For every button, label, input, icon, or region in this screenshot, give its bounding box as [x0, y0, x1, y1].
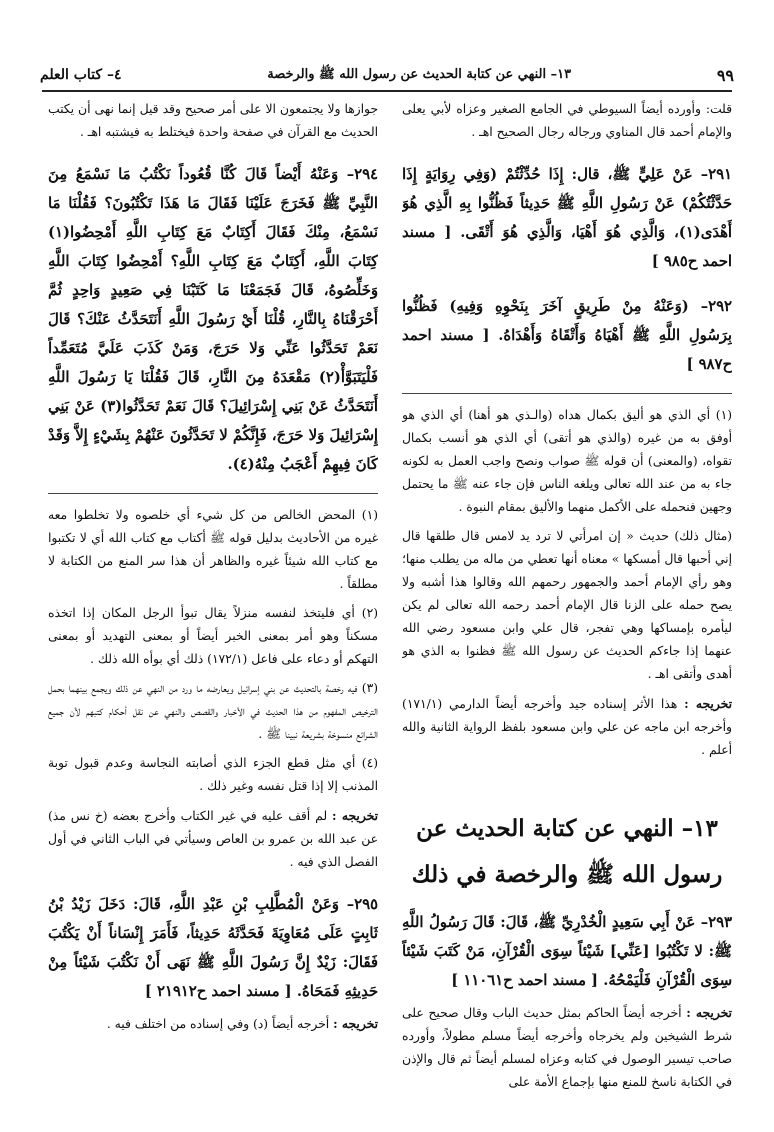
footnote-2: (٢) أي فليتخذ لنفسه منزلاً يقال تبوأ الرجل المكان إذا اتخذه مسكناً وهو أمر بمعنى الخبر أيضاً أو بمعنى التهديد أو بمعنى التهكم أو دعاء على فاعل (١٧٢/١) ذلك أي بوأه الله ذلك .: [48, 606, 378, 666]
takhrij-text: أخرجه أيضاً الحاكم بمثل حديث الباب وقال صحيح على شرط الشيخين ولم يخرجاه وأخرجه أيضاً مسلم مطولاً، وأورده صاحب تيسير الوصول في كتابه وعزاه لمسلم أيضاً ثم قال والإذن في الكتابة ناسخ للمنع منها بإجماع الأمة على: [402, 1006, 732, 1089]
takhrij-paragraph: [402, 692, 732, 762]
footnote-1: (١) المحض الخالص من كل شيء أي خلصوه ولا تخلطوا معه غيره من الأحاديث بدليل قوله ﷺ أكتاب مع كتاب الله أي لا تكتبوا مع كتاب الله شيئاً غيره والظاهر أن هذا سر المنع من الكتابة لا مطلقاً .: [48, 508, 378, 591]
hadith-295: ٢٩٥– وَعَنْ الْمُطَّلِبِ بْنِ عَبْدِ اللَّهِ، قَالَ: دَخَلَ زَيْدُ بْنُ ثَابِتٍ عَلَى مُعَاوِيَةَ فَحَدَّثَهُ حَدِيثاً، فَأَمَرَ إِنْسَاناً أَنْ يَكْتُبَ فَقَالَ: زَيْدٌ إِنَّ رَسُولَ اللَّهِ ﷺ نَهَى أَنْ نَكْتُبَ شَيْئاً مِنْ حَدِيثِهِ فَمَحَاهُ. [ مسند احمد ح٢١٩١٢ ]: [48, 896, 378, 1000]
footnote-divider: [48, 493, 378, 494]
continuation-paragraph: جوازها ولا يجتمعون الا على أمر صحيح وقد قيل إنما نهى أن يكتب الحديث مع القرآن في صفحة واحدة فيختلط به فيشتبه اهـ .: [48, 102, 378, 139]
page-number: ٩٩: [716, 65, 734, 85]
footnote-example: (مثال ذلك) حديث « إن امرأتي لا ترد يد لامس قال طلقها قال إني أحبها قال أمسكها » معناه أنها تعطي من ماله من يطلب منها؛ وهو رأي الإمام أحمد والجمهور رحمهم الله وقالوا هذا أشبه ولا يصح حمله على الزنا قال الإمام أحمد رحمه الله تعالى لم يكن ليأمره بإمساكها وهي تفجر، قال علي وابن مسعود رضي الله عنهما إذا جاءكم الحديث عن رسول الله ﷺ فظنوا به الذي هو أهدى وأتقى اهـ .: [402, 529, 732, 681]
hadith-291: ٢٩١– عَنْ عَلِيٍّ ﷺ، قال: إِذَا حُدِّثْتُمْ (وَفِي رِوَايَةٍ إِذَا حَدَّثْتُكُمْ) عَنْ رَسُولِ اللَّهِ ﷺ حَدِيثاً فَظُنُّوا بِهِ الَّذِي هُوَ أَهْدَى(١)، وَالَّذِي هُوَ أَهْيَا، وَالَّذِي هُوَ أَتْقَى. [ مسند احمد ح٩٨٥ ]: [402, 166, 732, 270]
section-title: ١٣– النهي عن كتابة الحديث عن رسول الله ﷺ والرخصة: [267, 66, 572, 82]
chapter-title: ٤– كتاب العلم: [40, 67, 122, 83]
hadith-293: ٢٩٣– عَنْ أَبِي سَعِيدٍ الْخُدْرِيِّ ﷺ، قَالَ: قَالَ رَسُولُ اللَّهِ ﷺ: لا تَكْتُبُوا [عَنِّي] شَيْئاً سِوَى الْقُرْآنِ، مَنْ كَتَبَ شَيْئاً سِوَى الْقُرْآنِ فَلْيَمْحُهُ. [ مسند احمد ح١١٠٦١ ]: [402, 914, 732, 989]
takhrij-label: تخريجه :: [684, 696, 732, 711]
chapter-heading-line-2: رسول الله ﷺ والرخصة في ذلك: [411, 861, 723, 888]
takhrij-text: لم أقف عليه في غير الكتاب وأخرج بعضه (خ نس مذ) عن عبد الله بن عمرو بن العاص وسيأتي في الباب الثاني في أول الفصل الذي فيه .: [48, 809, 378, 869]
takhrij-text: هذا الأثر إسناده جيد وأخرجه أيضاً الدارمي (١٧١/١) وأخرجه ابن ماجه عن علي وابن مسعود بلفظ الرواية الثانية والله أعلم .: [402, 697, 732, 757]
chapter-heading: [402, 806, 732, 898]
footnote-3: (٣) فيه رخصة بالتحديث عن بني إسرائيل ويعارضه ما ورد من النهي عن ذلك ويجمع بينهما بحمل الترخيص المفهوم من هذا الحديث في الأخبار والقصص والنهي عن نقل أحكام كتبهم لأن جميع الشرائع منسوخة بشريعة نبينا ﷺ .: [48, 681, 378, 741]
takhrij-text: أخرجه أيضاً (د) وفي إسناده من اختلف فيه .: [106, 1017, 330, 1031]
footnote-4: (٤) أي مثل قطع الجزء الذي أصابته النجاسة وعدم قبول توبة المذنب إلا إذا قتل نفسه وغير ذلك .: [48, 756, 378, 793]
intro-paragraph: قلت: وأورده أيضاً السيوطي في الجامع الصغير وعزاه لأبي يعلى والإمام أحمد قال المناوي ورجاله رجال الصحيح اهـ .: [402, 102, 732, 139]
footnote-divider: [402, 393, 732, 394]
header-rule: [42, 90, 732, 92]
hadith-294: ٢٩٤– وَعَنْهُ أَيْضاً قَالَ كُنَّا قُعُوداً نَكْتُبُ مَا نَسْمَعُ مِنَ النَّبِيِّ ﷺ فَخَرَجَ عَلَيْنَا فَقَالَ مَا هَذَا تَكْتُبُونَ؟ فَقُلْنَا مَا نَسْمَعُ، مِنْكَ فَقَالَ أَكِتَابٌ مَعَ كِتَابِ اللَّهِ أَمْحِضُوا(١) كِتَابَ اللَّهِ، أَكِتَابٌ مَعَ كِتَابِ اللَّهِ؟ أَمْحِضُوا كِتَابَ اللَّهِ وَخَلِّصُوهُ، قَالَ فَجَمَعْنَا مَا كَتَبْنَا فِي صَعِيدٍ وَاحِدٍ ثُمَّ أَحْرَقْنَاهُ بِالنَّارِ، قُلْنَا أَيْ رَسُولَ اللَّهِ أَنَتَحَدَّثُ عَنْكَ؟ قَالَ نَعَمْ تَحَدَّثُوا عَنِّي وَلا حَرَجَ، وَمَنْ كَذَبَ عَلَيَّ مُتَعَمِّداً فَلْيَتَبَوَّأْ(٢) مَقْعَدَهُ مِنَ النَّارِ، قَالَ فَقُلْنَا يَا رَسُولَ اللَّهِ أَنَتَحَدَّثُ عَنْ بَنِي إِسْرَائِيلَ؟ قَالَ نَعَمْ تَحَدَّثُوا(٣) عَنْ بَنِي إِسْرَائِيلَ وَلا حَرَجَ، فَإِنَّكُمْ لا تَحَدَّثُونَ عَنْهُمْ بِشَيْءٍ إِلاَّ وَقَدْ كَانَ فِيهِمْ أَعْجَبُ مِنْهُ(٤).: [48, 166, 378, 473]
left-column: [48, 98, 378, 1108]
takhrij-paragraph-2: [48, 1012, 378, 1036]
takhrij-label: تخريجه :: [333, 1016, 378, 1031]
takhrij-label: تخريجه :: [686, 1005, 732, 1020]
takhrij-paragraph-2: [402, 1001, 732, 1094]
footnote-1: (١) أي الذي هو أليق بكمال هداه (والـذي هو أهنا) أي الذي هو أوفق به من غيره (والذي هو أتقى) أي الذي هو أنسب بكمال تقواه، (والمعنى) أن قوله ﷺ صواب ونصح واجب العمل به لكونه جاء به من عند الله تعالى ويلغه الناس فإن جاء عنه ﷺ ما يحتمل وجهين فنحمله على الأكمل منهما والأليق بمقام النبوة .: [402, 408, 732, 514]
right-column: [402, 98, 732, 1108]
chapter-heading-line-1: ١٣– النهي عن كتابة الحديث عن: [416, 815, 718, 842]
running-header: [40, 62, 734, 88]
takhrij-paragraph: [48, 804, 378, 874]
takhrij-label: تخريجه :: [332, 808, 378, 823]
hadith-292: ٢٩٢– (وَعَنْهُ مِنْ طَرِيقٍ آخَرَ بِنَحْوِهِ وَفِيهِ) فَظُنُّوا بِرَسُولِ اللَّهِ ﷺ أَهْيَاهُ وَأَتْقَاهُ وَأَهْدَاهُ. [ مسند احمد ح٩٨٧ ]: [402, 298, 732, 373]
